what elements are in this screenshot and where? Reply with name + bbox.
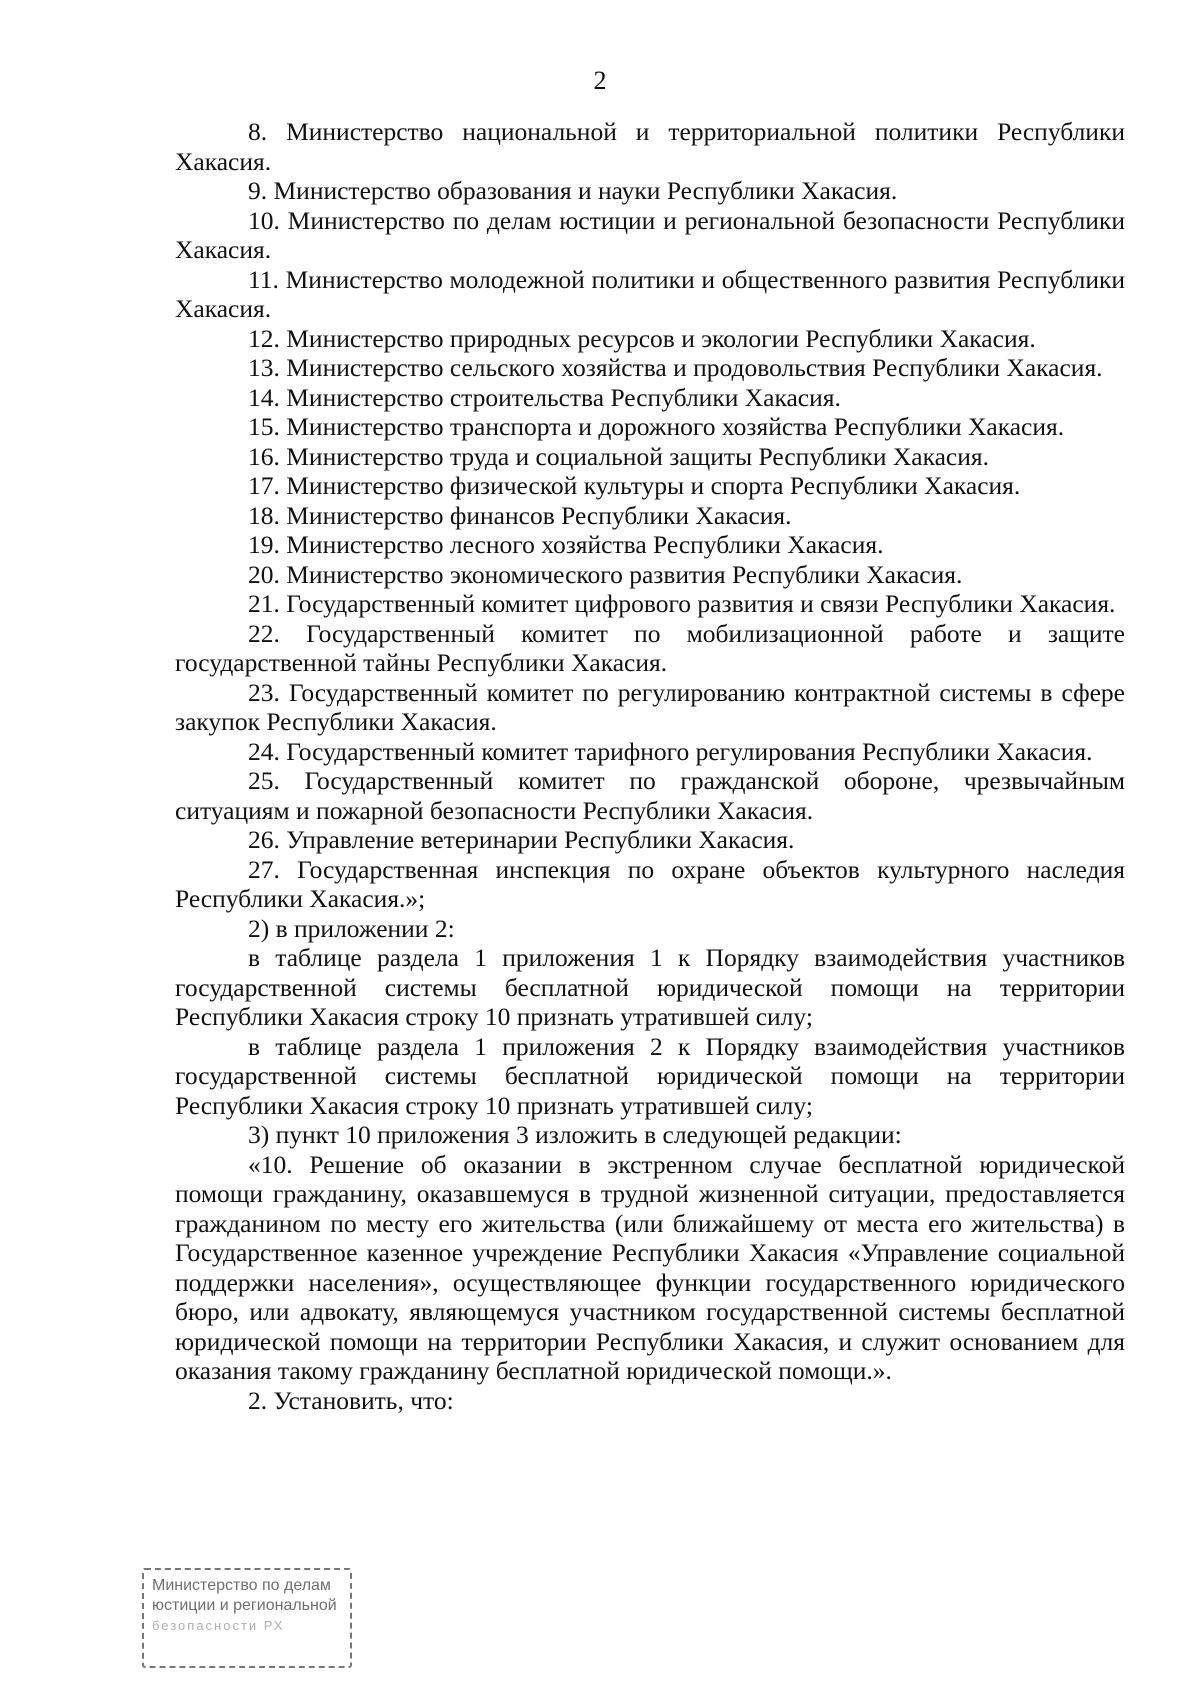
list-item: 24. Государственный комитет тарифного регулирования Республики Хакасия. [248, 736, 1093, 766]
list-item: 10. Министерство по делам юстиции и региональной безопасности Республики Хакасия. [175, 205, 1125, 264]
body-paragraph: 2. Установить, что: [248, 1385, 454, 1415]
body-paragraph: 3) пункт 10 приложения 3 изложить в следующей редакции: [248, 1120, 902, 1149]
document-body [175, 117, 1125, 1415]
page-number: 2 [593, 66, 607, 95]
subsection-heading: 2) в приложении 2: [248, 913, 455, 943]
list-item: 22. Государственный комитет по мобилизационной работе и защите государственной тайны Республики Хакасия. [175, 618, 1125, 677]
list-item: 21. Государственный комитет цифрового развития и связи Республики Хакасия. [248, 589, 1116, 618]
list-item: 15. Министерство транспорта и дорожного хозяйства Республики Хакасия. [248, 412, 1065, 441]
list-item: 26. Управление ветеринарии Республики Хакасия. [248, 825, 795, 854]
list-item: 17. Министерство физической культуры и спорта Республики Хакасия. [248, 471, 1021, 500]
list-item: 20. Министерство экономического развития Республики Хакасия. [248, 559, 963, 589]
list-item: 14. Министерство строительства Республики Хакасия. [248, 382, 841, 412]
list-item: 19. Министерство лесного хозяйства Республики Хакасия. [248, 530, 884, 559]
list-item: 12. Министерство природных ресурсов и экологии Республики Хакасия. [248, 323, 1036, 353]
list-item: 8. Министерство национальной и территориальной политики Республики Хакасия. [175, 117, 1125, 176]
list-item: 25. Государственный комитет по гражданской обороне, чрезвычайным ситуациям и пожарной безопасности Республики Хакасия. [175, 766, 1125, 825]
list-item: 18. Министерство финансов Республики Хакасия. [248, 500, 792, 530]
list-item: 23. Государственный комитет по регулированию контрактной системы в сфере закупок Республики Хакасия. [175, 677, 1125, 736]
list-item: 27. Государственная инспекция по охране объектов культурного наследия Республики Хакасия.»; [175, 854, 1125, 913]
stamp-line: Министерство по делам [152, 1577, 331, 1594]
list-item: 16. Министерство труда и социальной защиты Республики Хакасия. [248, 441, 989, 471]
stamp-line: юстиции и региональной [152, 1597, 337, 1614]
list-item: 13. Министерство сельского хозяйства и продовольствия Республики Хакасия. [248, 353, 1103, 382]
quoted-clause-paragraph: «10. Решение об оказании в экстренном случае бесплатной юридической помощи гражданину, оказавшемуся в трудной жизненной ситуации, предоставляется гражданином по месту его жительства (или ближайшему от места его жительства) в Государственное казенное учреждение Республики Хакасия «Управление социальной поддержки населения», осуществляющее функции государственного юридического бюро, или адвокату, являющемуся участником государственной системы бесплатной юридической помощи на территории Республики Хакасия, и служит основанием для оказания такому гражданину бесплатной юридической помощи.». [175, 1149, 1125, 1385]
body-paragraph: в таблице раздела 1 приложения 2 к Порядку взаимодействия участников государственной системы бесплатной юридической помощи на территории Республики Хакасия строку 10 признать утратившей силу; [175, 1031, 1125, 1120]
list-item: 9. Министерство образования и науки Республики Хакасия. [248, 176, 898, 205]
stamp-line: безопасности РХ [152, 1618, 285, 1633]
registration-stamp [142, 1568, 352, 1668]
body-paragraph: в таблице раздела 1 приложения 1 к Порядку взаимодействия участников государственной системы бесплатной юридической помощи на территории Республики Хакасия строку 10 признать утратившей силу; [175, 943, 1125, 1031]
list-item: 11. Министерство молодежной политики и общественного развития Республики Хакасия. [175, 264, 1125, 323]
